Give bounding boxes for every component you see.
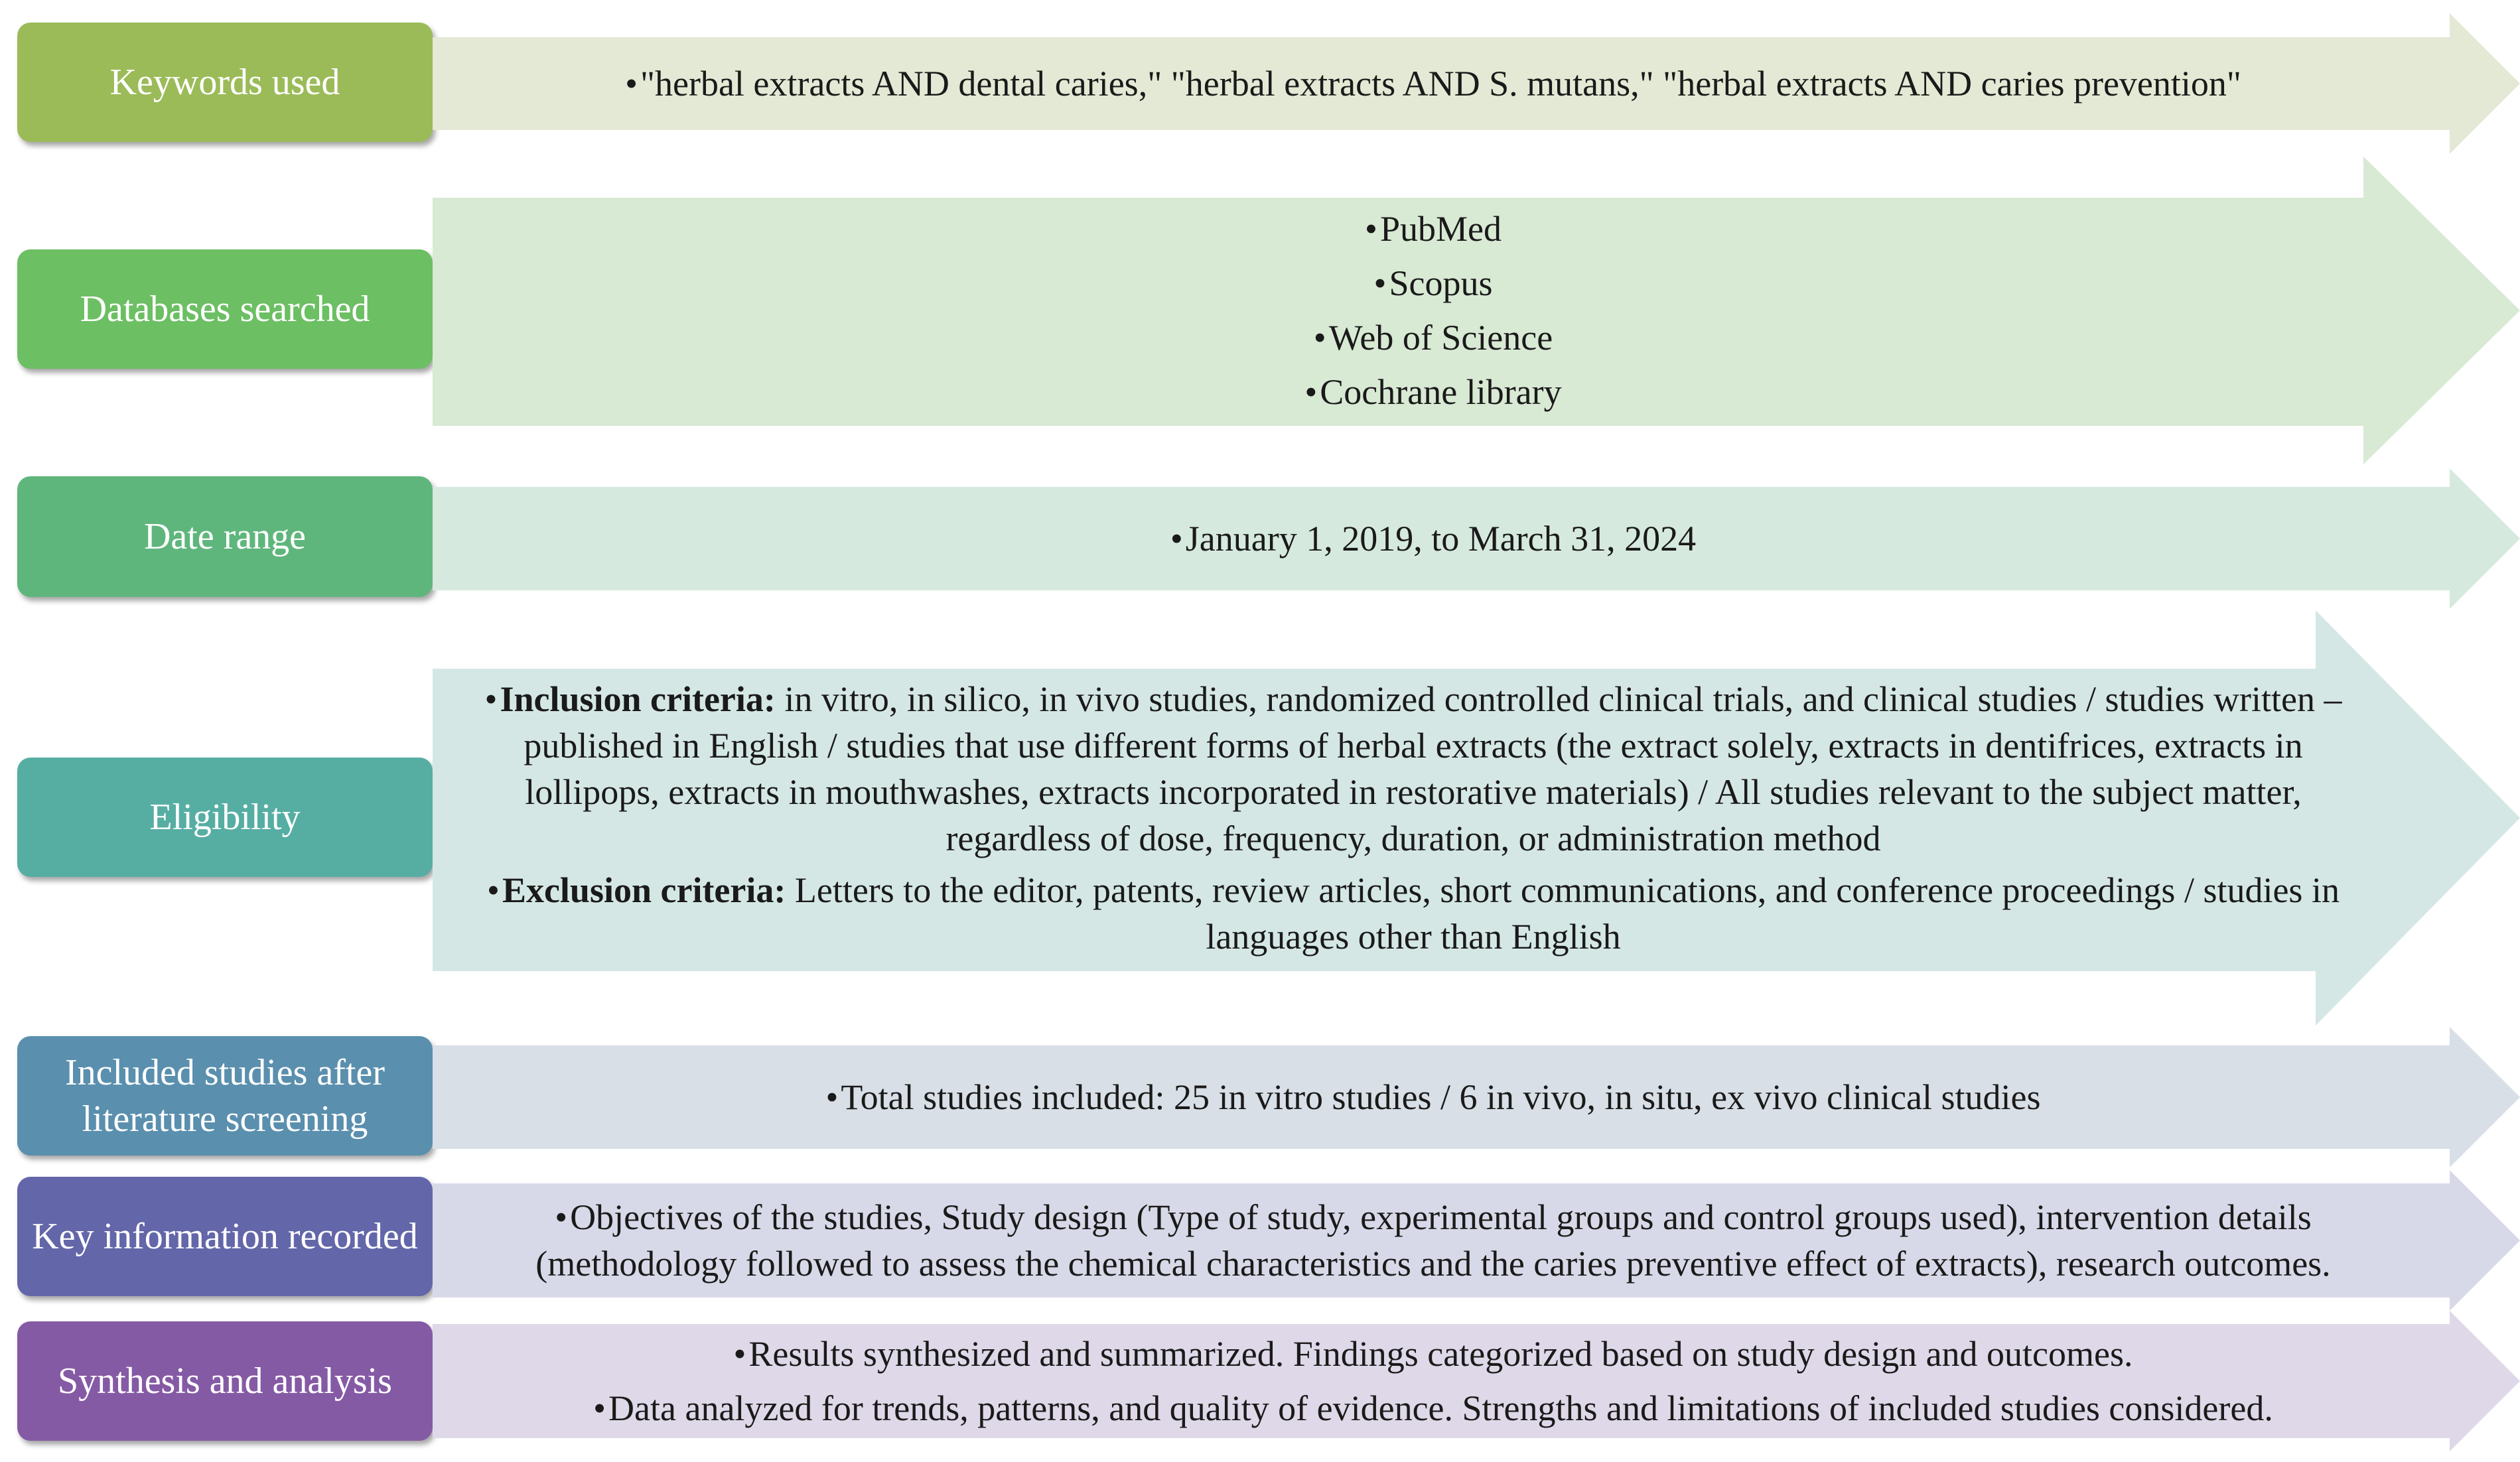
keywords-arrow bbox=[433, 13, 2520, 154]
database-item-web-of-science: • Web of Science bbox=[1314, 310, 1553, 365]
databases-arrow bbox=[433, 157, 2520, 464]
exclusion-criteria bbox=[453, 867, 2374, 960]
synthesis-arrow bbox=[433, 1311, 2520, 1451]
keywords-text: • "herbal extracts AND dental caries," "herbal extracts AND S. mutans," "herbal extracts AND caries prevention" bbox=[625, 56, 2241, 111]
included-studies-label bbox=[17, 1036, 433, 1156]
date-range-arrow bbox=[433, 468, 2520, 609]
databases-label-text: Databases searched bbox=[80, 289, 370, 330]
key-information-label bbox=[17, 1177, 433, 1296]
inclusion-criteria bbox=[453, 676, 2374, 862]
eligibility-arrow bbox=[433, 610, 2520, 1026]
eligibility-label-text: Eligibility bbox=[149, 797, 301, 838]
exclusion-criteria-title: Exclusion criteria: bbox=[502, 870, 786, 910]
included-studies-label-text: Included studies after literature screening bbox=[64, 1052, 385, 1140]
date-range-text: • January 1, 2019, to March 31, 2024 bbox=[1170, 511, 1696, 566]
key-information-label-text: Key information recorded bbox=[32, 1216, 418, 1257]
keywords-label-text: Keywords used bbox=[109, 62, 340, 103]
inclusion-criteria-title: Inclusion criteria: bbox=[500, 679, 776, 719]
synthesis-item-results: • Results synthesized and summarized. Findings categorized based on study design and outcomes. bbox=[734, 1327, 2133, 1381]
databases-label bbox=[17, 249, 433, 369]
database-item-scopus: • Scopus bbox=[1374, 256, 1493, 310]
inclusion-criteria-text: in vitro, in silico, in vivo studies, randomized controlled clinical trials, and clinical studies / studies written – published in English / studies that use different forms of herbal extracts (the extract solely, extracts in dentifrices, extracts in lollipops, extracts in mouthwashes, extracts incorporated in restorative materials) / All studies relevant to the subject matter, regardless of dose, frequency, duration, or administration method bbox=[524, 679, 2342, 858]
synthesis-item-data: • Data analyzed for trends, patterns, and quality of evidence. Strengths and limitations of included studies considered. bbox=[593, 1381, 2273, 1435]
date-range-label bbox=[17, 476, 433, 597]
eligibility-label bbox=[17, 758, 433, 877]
included-studies-arrow bbox=[433, 1027, 2520, 1167]
exclusion-criteria-text: Letters to the editor, patents, review articles, short communications, and conference proceedings / studies in languages other than English bbox=[794, 870, 2340, 957]
included-studies-text: • Total studies included: 25 in vitro studies / 6 in vivo, in situ, ex vivo clinical studies bbox=[826, 1070, 2041, 1124]
synthesis-label bbox=[17, 1321, 433, 1441]
database-item-cochrane: • Cochrane library bbox=[1304, 365, 1561, 419]
database-item-pubmed: • PubMed bbox=[1365, 202, 1502, 256]
keywords-label bbox=[17, 23, 433, 142]
synthesis-label-text: Synthesis and analysis bbox=[58, 1361, 392, 1402]
key-information-arrow bbox=[433, 1170, 2520, 1311]
key-information-text: • Objectives of the studies, Study design (Type of study, experimental groups and control groups used), intervention details (methodology followed to assess the chemical characteristics and the caries preventive effect of extracts), research outcomes. bbox=[472, 1194, 2394, 1287]
date-range-label-text: Date range bbox=[143, 516, 307, 557]
